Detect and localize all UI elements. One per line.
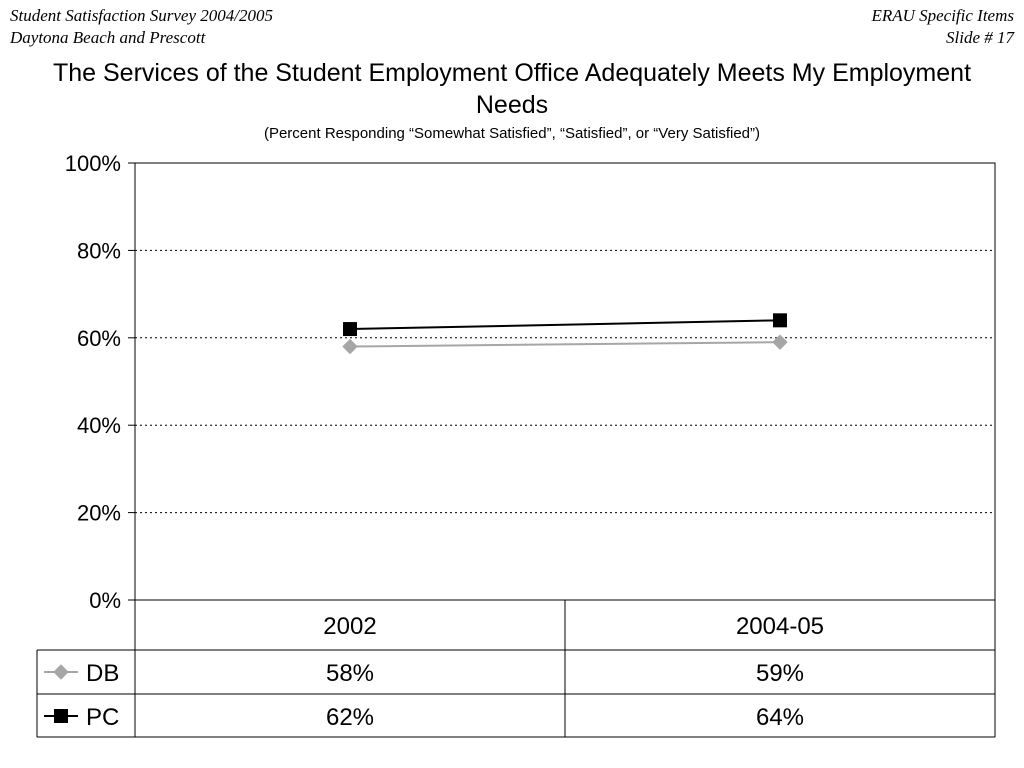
chart-title: The Services of the Student Employment Office Adequately Meets My Employment Needs: [52, 59, 972, 119]
legend-label-pc: PC: [86, 704, 120, 731]
y-tick-label: 20%: [76, 500, 121, 526]
data-point-db: [773, 335, 787, 349]
data-point-pc: [774, 314, 787, 327]
campus-label: Daytona Beach and Prescott: [10, 28, 206, 47]
y-tick-label: 40%: [76, 413, 121, 439]
y-tick-label: 0%: [89, 588, 121, 613]
y-tick-label: 100%: [64, 151, 121, 176]
data-label-db: 58%: [325, 660, 375, 687]
slide-number: Slide # 17: [946, 28, 1014, 47]
data-label-pc: 64%: [755, 704, 805, 731]
data-label-db: 59%: [755, 660, 805, 687]
y-tick-label: 60%: [76, 325, 121, 351]
legend-marker-db: [54, 665, 68, 679]
data-point-db: [343, 340, 357, 354]
survey-title: Student Satisfaction Survey 2004/2005: [10, 6, 273, 25]
legend-marker-pc: [55, 710, 68, 723]
category-label: 2004-05: [735, 613, 825, 640]
data-label-pc: 62%: [325, 704, 375, 731]
plot-area: [135, 163, 995, 600]
section-label: ERAU Specific Items: [871, 6, 1014, 25]
y-tick-label: 80%: [76, 238, 121, 264]
category-label: 2002: [323, 613, 377, 640]
data-point-pc: [344, 323, 357, 336]
series-line-db: [350, 342, 780, 346]
series-line-pc: [350, 320, 780, 329]
legend-label-db: DB: [86, 660, 120, 687]
chart-subtitle: (Percent Responding “Somewhat Satisfied”, “Satisfied”, or “Very Satisfied”): [263, 125, 761, 142]
